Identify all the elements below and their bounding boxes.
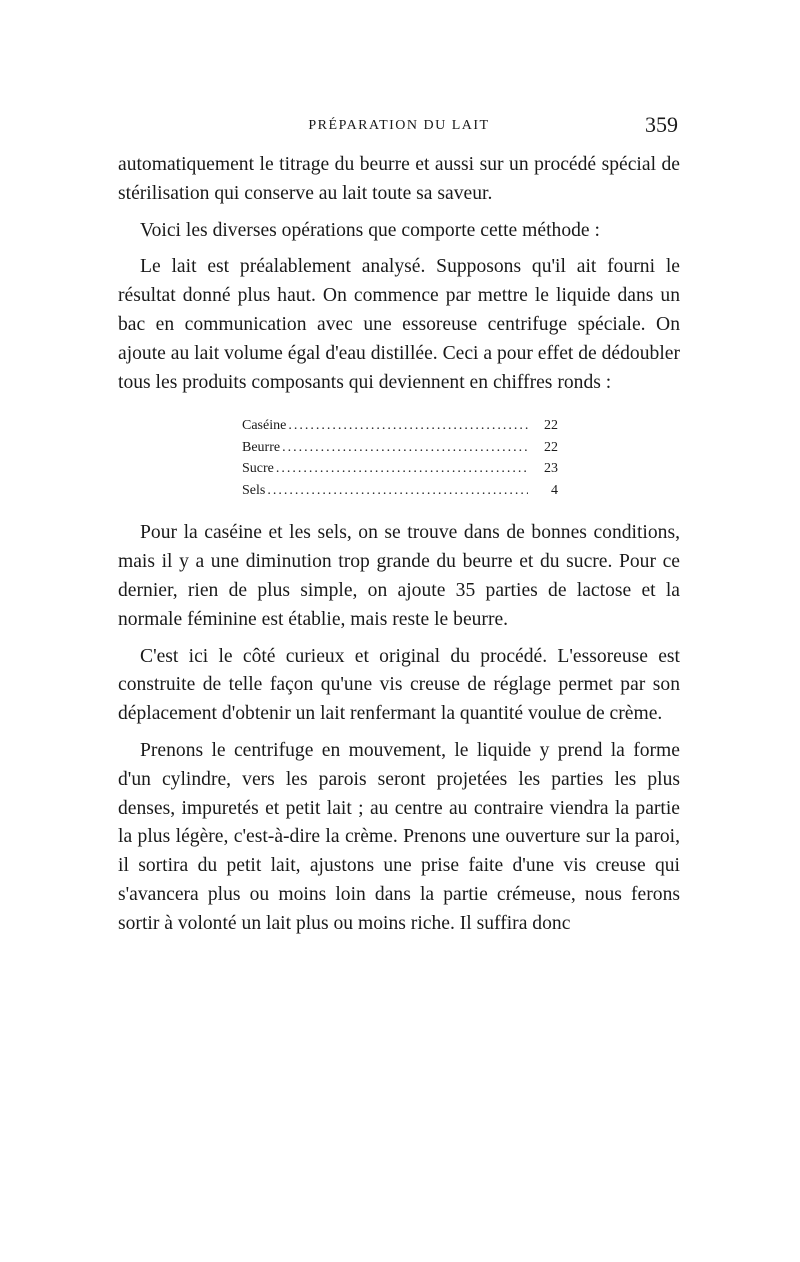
composition-table	[242, 415, 558, 501]
paragraph: Prenons le centrifuge en mouvement, le liquide y prend la forme d'un cylindre, vers les parois seront projetées les parties les plus denses, impuretés et petit lait ; au centre au contraire viendra la partie la plus légère, c'est-à-dire la crème. Prenons une ouverture sur la paroi, il sortira du petit lait, ajustons une prise faite d'une vis creuse qui s'avancera plus ou moins loin dans la partie crémeuse, nous ferons sortir à volonté un lait plus ou moins riche. Il suffira donc	[118, 739, 680, 934]
composition-value: 22	[544, 418, 558, 434]
leader-dots	[265, 480, 528, 502]
running-title: PRÉPARATION DU LAIT	[308, 118, 490, 133]
running-head	[118, 112, 680, 142]
body-text	[118, 151, 680, 939]
composition-row-sucre	[242, 458, 558, 480]
composition-value: 22	[544, 439, 558, 455]
paragraph: Voici les diverses opérations que comporte cette méthode :	[140, 219, 600, 241]
leader-dots	[274, 458, 528, 480]
composition-row-beurre	[242, 437, 558, 459]
composition-label: Caséine	[242, 418, 287, 434]
composition-row-sels	[242, 480, 558, 502]
composition-value: 4	[551, 482, 558, 498]
page-number: 359	[645, 112, 678, 137]
composition-label: Sucre	[242, 461, 274, 477]
paragraph: Le lait est préalablement analysé. Supposons qu'il ait fourni le résultat donné plus haut. On commence par mettre le liquide dans un bac en communication avec une essoreuse centrifuge spéciale. On ajoute au lait volume égal d'eau distillée. Ceci a pour effet de dédoubler tous les produits composants qui deviennent en chiffres ronds :	[118, 256, 680, 393]
paragraph-continuation: automatiquement le titrage du beurre et aussi sur un procédé spécial de stérilisation qui conserve au lait toute sa saveur.	[118, 154, 680, 204]
composition-label: Sels	[242, 482, 266, 498]
composition-value: 23	[544, 461, 558, 477]
composition-row-caseine	[242, 415, 558, 437]
leader-dots	[280, 437, 528, 459]
composition-label: Beurre	[242, 439, 281, 455]
paragraph: Pour la caséine et les sels, on se trouve dans de bonnes conditions, mais il y a une diminution trop grande du beurre et du sucre. Pour ce dernier, rien de plus simple, on ajoute 35 parties de lactose et la normale féminine est établie, mais reste le beurre.	[118, 522, 680, 630]
paragraph: C'est ici le côté curieux et original du procédé. L'essoreuse est construite de telle façon qu'une vis creuse de réglage permet par son déplacement d'obtenir un lait renfermant la quantité voulue de crème.	[118, 645, 680, 725]
leader-dots	[286, 415, 528, 437]
